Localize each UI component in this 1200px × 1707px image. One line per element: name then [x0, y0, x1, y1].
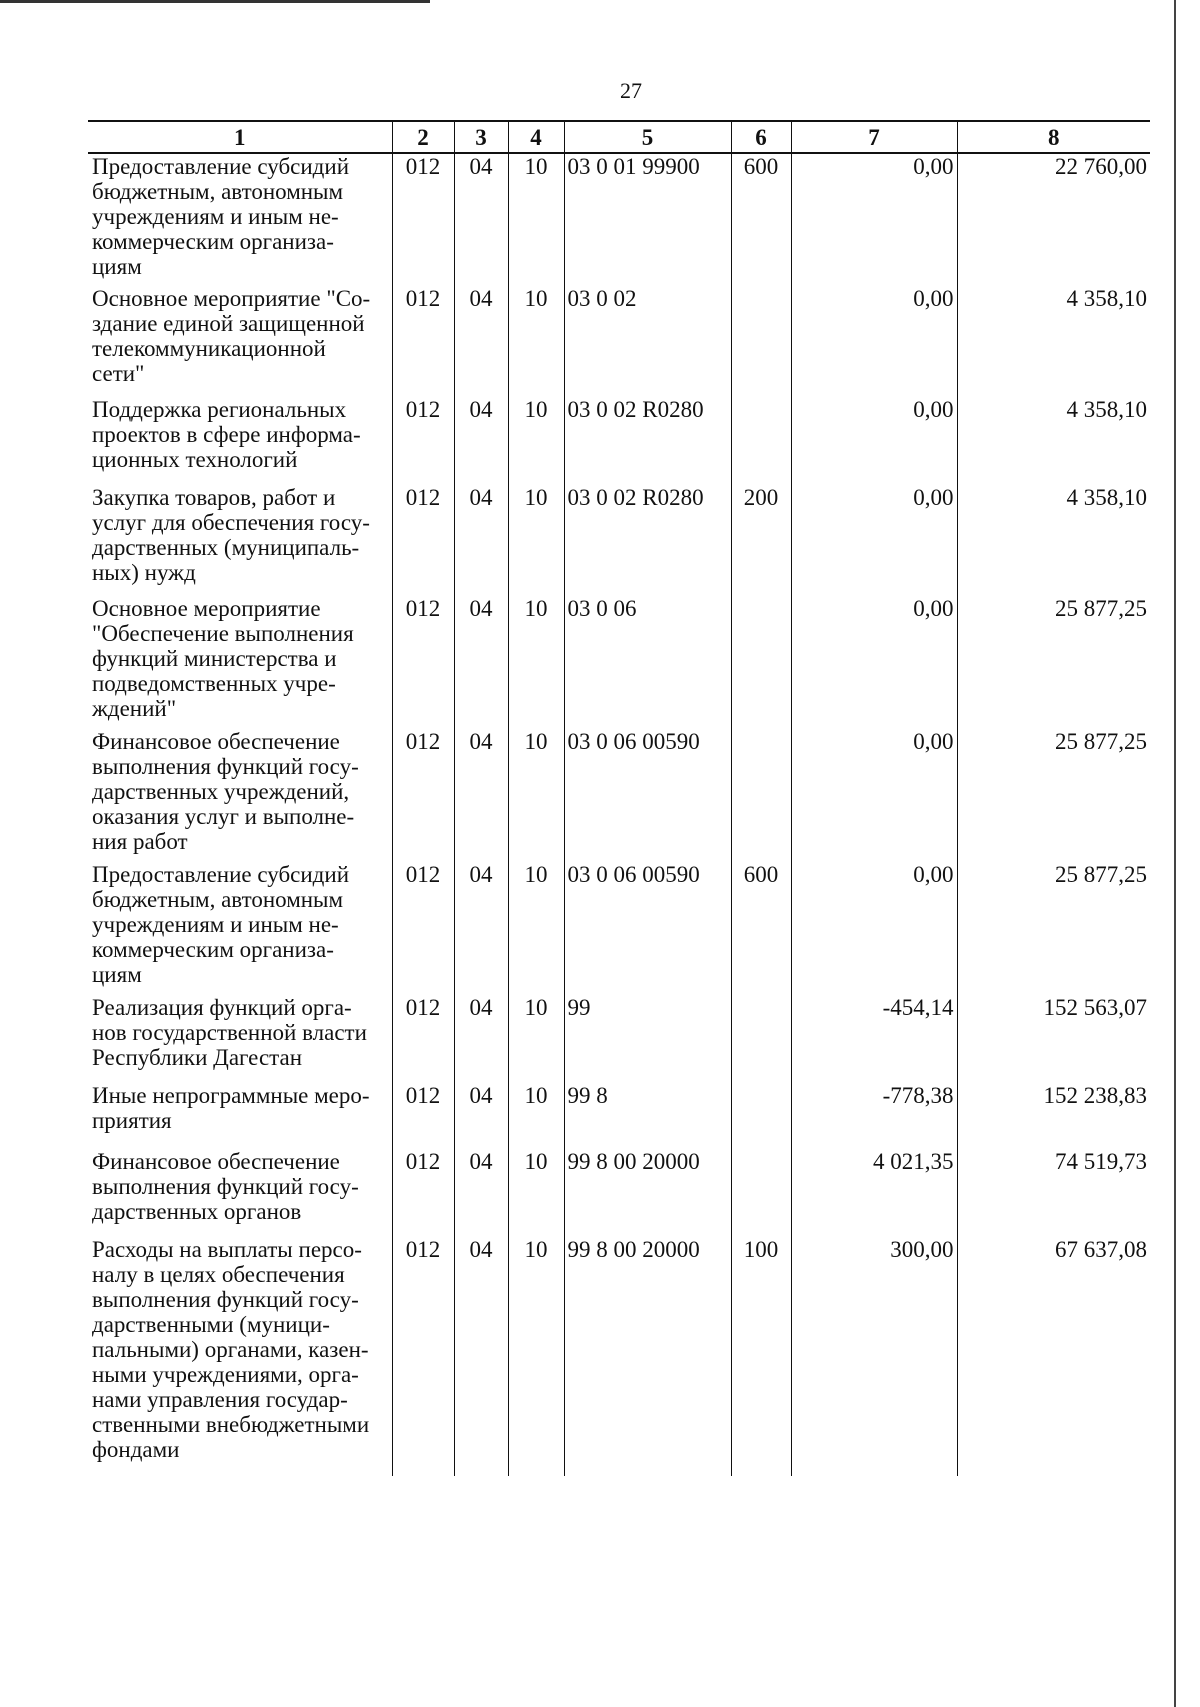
row-name-line: ния работ: [92, 829, 188, 854]
cell-col-3: 04: [454, 397, 508, 485]
cell-col-3: 04: [454, 1237, 508, 1462]
cell-col-3: 04: [454, 862, 508, 995]
row-name-line: дарственных (муниципаль-: [92, 535, 360, 560]
row-name-line: бюджетным, автономным: [92, 887, 344, 912]
budget-table: [88, 120, 1150, 1476]
cell-col-7: 0,00: [791, 286, 957, 397]
cell-col-2: 012: [392, 286, 454, 397]
cell-col-6: [731, 1149, 791, 1237]
row-name-line: здание единой защищенной: [92, 311, 365, 336]
continuation-cell: [957, 1462, 1150, 1476]
cell-col-6: [731, 596, 791, 729]
scan-edge-top: [0, 0, 430, 3]
row-name-line: Финансовое обеспечение: [92, 729, 340, 754]
cell-col-4: 10: [508, 596, 564, 729]
cell-col-2: 012: [392, 397, 454, 485]
cell-col-6: [731, 286, 791, 397]
cell-col-5: 99 8 00 20000: [564, 1149, 731, 1237]
header-col-6: 6: [731, 121, 791, 153]
cell-col-8: 22 760,00: [957, 153, 1150, 286]
row-name-line: услуг для обеспечения госу-: [92, 510, 370, 535]
row-name-line: дарственных учреждений,: [92, 779, 350, 804]
row-name-line: ных) нужд: [92, 560, 196, 585]
cell-col-7: 0,00: [791, 862, 957, 995]
table-continuation: [88, 1462, 1150, 1476]
row-name-line: выполнения функций госу-: [92, 754, 359, 779]
row-name-line: Предоставление субсидий: [92, 154, 349, 179]
row-name-line: Реализация функций орга-: [92, 995, 352, 1020]
table-header: [88, 121, 1150, 153]
cell-col-1: [88, 153, 392, 286]
row-name-line: Расходы на выплаты персо-: [92, 1237, 362, 1262]
cell-col-2: 012: [392, 153, 454, 286]
cell-col-6: [731, 397, 791, 485]
row-name-line: циям: [92, 254, 142, 279]
cell-col-7: 300,00: [791, 1237, 957, 1462]
table-row: [88, 286, 1150, 397]
row-name-line: Поддержка региональных: [92, 397, 347, 422]
cell-col-5: 03 0 02: [564, 286, 731, 397]
row-name-line: Финансовое обеспечение: [92, 1149, 340, 1174]
table-body: [88, 153, 1150, 1476]
cell-col-4: 10: [508, 397, 564, 485]
cell-col-8: 25 877,25: [957, 729, 1150, 862]
cell-col-6: 100: [731, 1237, 791, 1462]
cell-col-5: 03 0 06: [564, 596, 731, 729]
header-col-4: 4: [508, 121, 564, 153]
cell-col-2: 012: [392, 995, 454, 1083]
table-row: [88, 1083, 1150, 1149]
table-row: [88, 1237, 1150, 1462]
continuation-cell: [791, 1462, 957, 1476]
cell-col-2: 012: [392, 862, 454, 995]
row-name-line: выполнения функций госу-: [92, 1174, 359, 1199]
cell-col-4: 10: [508, 1149, 564, 1237]
cell-col-1: [88, 596, 392, 729]
cell-col-2: 012: [392, 596, 454, 729]
row-name-line: дарственных органов: [92, 1199, 302, 1224]
row-name-line: "Обеспечение выполнения: [92, 621, 354, 646]
row-name-line: фондами: [92, 1437, 180, 1462]
cell-col-5: 03 0 02 R0280: [564, 485, 731, 596]
row-name-line: ционных технологий: [92, 447, 298, 472]
cell-col-4: 10: [508, 485, 564, 596]
cell-col-6: [731, 995, 791, 1083]
table-row: [88, 397, 1150, 485]
cell-col-8: 67 637,08: [957, 1237, 1150, 1462]
cell-col-3: 04: [454, 286, 508, 397]
cell-col-4: 10: [508, 286, 564, 397]
cell-col-2: 012: [392, 1237, 454, 1462]
row-name-line: учреждениям и иным не-: [92, 912, 339, 937]
row-name-line: пальными) органами, казен-: [92, 1337, 369, 1362]
row-name-line: Основное мероприятие: [92, 596, 321, 621]
cell-col-2: 012: [392, 1149, 454, 1237]
cell-col-1: [88, 286, 392, 397]
cell-col-1: [88, 1149, 392, 1237]
table-row: [88, 1149, 1150, 1237]
row-name-line: дарственными (муници-: [92, 1312, 330, 1337]
table-row: [88, 995, 1150, 1083]
row-name-line: коммерческим организа-: [92, 937, 334, 962]
header-col-2: 2: [392, 121, 454, 153]
cell-col-7: 0,00: [791, 729, 957, 862]
row-name-line: приятия: [92, 1108, 172, 1133]
cell-col-4: 10: [508, 995, 564, 1083]
continuation-cell: [88, 1462, 392, 1476]
cell-col-8: 74 519,73: [957, 1149, 1150, 1237]
cell-col-7: 4 021,35: [791, 1149, 957, 1237]
header-col-7: 7: [791, 121, 957, 153]
row-name-line: налу в целях обеспечения: [92, 1262, 345, 1287]
cell-col-1: [88, 995, 392, 1083]
cell-col-5: 99 8 00 20000: [564, 1237, 731, 1462]
row-name-line: бюджетным, автономным: [92, 179, 344, 204]
page-number: 27: [620, 78, 642, 103]
cell-col-8: 152 238,83: [957, 1083, 1150, 1149]
cell-col-2: 012: [392, 1083, 454, 1149]
row-name-line: выполнения функций госу-: [92, 1287, 359, 1312]
cell-col-6: [731, 729, 791, 862]
cell-col-8: 152 563,07: [957, 995, 1150, 1083]
header-col-8: 8: [957, 121, 1150, 153]
cell-col-4: 10: [508, 1083, 564, 1149]
cell-col-5: 99 8: [564, 1083, 731, 1149]
cell-col-5: 03 0 06 00590: [564, 729, 731, 862]
row-name-line: нами управления государ-: [92, 1387, 348, 1412]
cell-col-3: 04: [454, 1149, 508, 1237]
cell-col-1: [88, 1237, 392, 1462]
row-name-line: нов государственной власти: [92, 1020, 367, 1045]
row-name-line: учреждениям и иным не-: [92, 204, 339, 229]
row-name-line: оказания услуг и выполне-: [92, 804, 355, 829]
cell-col-8: 4 358,10: [957, 397, 1150, 485]
cell-col-3: 04: [454, 153, 508, 286]
header-col-5: 5: [564, 121, 731, 153]
cell-col-8: 4 358,10: [957, 485, 1150, 596]
cell-col-2: 012: [392, 485, 454, 596]
row-name-line: ственными внебюджетными: [92, 1412, 370, 1437]
cell-col-1: [88, 485, 392, 596]
row-name-line: подведомственных учре-: [92, 671, 336, 696]
row-name-line: коммерческим организа-: [92, 229, 334, 254]
continuation-cell: [454, 1462, 508, 1476]
row-name-line: проектов в сфере информа-: [92, 422, 361, 447]
cell-col-6: 600: [731, 862, 791, 995]
cell-col-1: [88, 862, 392, 995]
scan-edge-right: [1174, 0, 1176, 1707]
cell-col-3: 04: [454, 1083, 508, 1149]
cell-col-5: 03 0 06 00590: [564, 862, 731, 995]
row-name-line: Иные непрограммные меро-: [92, 1083, 370, 1108]
cell-col-6: 200: [731, 485, 791, 596]
row-name-line: ждений": [92, 696, 177, 721]
header-col-1: 1: [88, 121, 392, 153]
cell-col-7: 0,00: [791, 153, 957, 286]
cell-col-3: 04: [454, 729, 508, 862]
header-col-3: 3: [454, 121, 508, 153]
continuation-cell: [731, 1462, 791, 1476]
table-row: [88, 862, 1150, 995]
cell-col-4: 10: [508, 153, 564, 286]
cell-col-7: 0,00: [791, 397, 957, 485]
cell-col-5: 99: [564, 995, 731, 1083]
table-row: [88, 596, 1150, 729]
cell-col-6: [731, 1083, 791, 1149]
row-name-line: ными учреждениями, орга-: [92, 1362, 359, 1387]
header-row: [88, 121, 1150, 153]
cell-col-7: 0,00: [791, 596, 957, 729]
table-row: [88, 729, 1150, 862]
table-row: [88, 153, 1150, 286]
cell-col-4: 10: [508, 862, 564, 995]
cell-col-5: 03 0 01 99900: [564, 153, 731, 286]
cell-col-7: -778,38: [791, 1083, 957, 1149]
cell-col-4: 10: [508, 729, 564, 862]
cell-col-7: -454,14: [791, 995, 957, 1083]
cell-col-3: 04: [454, 995, 508, 1083]
cell-col-1: [88, 397, 392, 485]
table-row: [88, 485, 1150, 596]
row-name-line: функций министерства и: [92, 646, 337, 671]
row-name-line: циям: [92, 962, 142, 987]
continuation-cell: [508, 1462, 564, 1476]
cell-col-7: 0,00: [791, 485, 957, 596]
cell-col-1: [88, 1083, 392, 1149]
cell-col-8: 25 877,25: [957, 862, 1150, 995]
continuation-cell: [564, 1462, 731, 1476]
row-name-line: сети": [92, 361, 145, 386]
row-name-line: телекоммуникационной: [92, 336, 326, 361]
row-name-line: Основное мероприятие "Со-: [92, 286, 371, 311]
cell-col-3: 04: [454, 596, 508, 729]
cell-col-8: 4 358,10: [957, 286, 1150, 397]
row-name-line: Предоставление субсидий: [92, 862, 349, 887]
cell-col-4: 10: [508, 1237, 564, 1462]
row-name-line: Закупка товаров, работ и: [92, 485, 336, 510]
row-name-line: Республики Дагестан: [92, 1045, 302, 1070]
cell-col-6: 600: [731, 153, 791, 286]
cell-col-1: [88, 729, 392, 862]
continuation-cell: [392, 1462, 454, 1476]
cell-col-5: 03 0 02 R0280: [564, 397, 731, 485]
cell-col-2: 012: [392, 729, 454, 862]
cell-col-8: 25 877,25: [957, 596, 1150, 729]
cell-col-3: 04: [454, 485, 508, 596]
